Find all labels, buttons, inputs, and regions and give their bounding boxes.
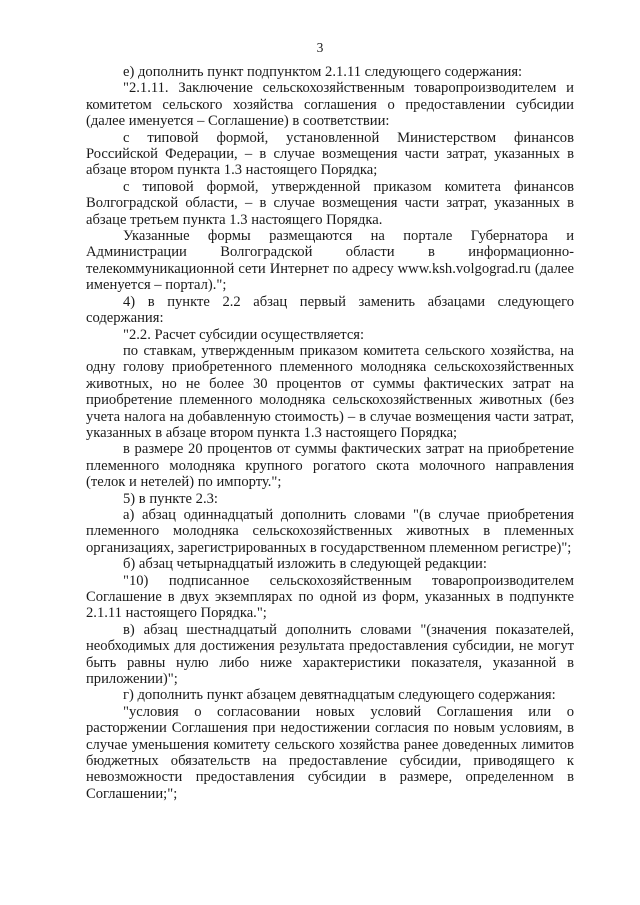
paragraph: 4) в пункте 2.2 абзац первый заменить абзацами следующего содержания: xyxy=(86,293,574,327)
paragraph: "условия о согласовании новых условий Соглашения или о расторжении Соглашения при недостижении согласия по новым условиям, в случае уменьшения комитету сельского хозяйства ранее доведенных лимитов бюджетных обязательств на предоставление субсидии, приводящего к невозможности предоставления субсидии в размере, определенном в Соглашении;"; xyxy=(86,703,574,802)
paragraph: в) абзац шестнадцатый дополнить словами "(значения показателей, необходимых для достижения результата предоставления субсидии, не могут быть равны нулю либо ниже характеристики показателя, указанной в приложении)"; xyxy=(86,621,574,688)
paragraph: "2.2. Расчет субсидии осуществляется: xyxy=(123,326,365,343)
page-number: 3 xyxy=(316,40,324,55)
paragraph: с типовой формой, установленной Министерством финансов Российской Федерации, – в случае возмещения части затрат, указанных в абзаце втором пункта 1.3 настоящего Порядка; xyxy=(86,129,574,179)
document-body xyxy=(86,64,574,802)
paragraph: по ставкам, утвержденным приказом комитета сельского хозяйства, на одну голову приобретенного племенного молодняка сельскохозяйственных животных, но не более 30 процентов от суммы фактических затрат на приобретение племенного молодняка сельскохозяйственных животных (без учета налога на добавленную стоимость) – в случае возмещения части затрат, указанных в абзаце втором пункта 1.3 настоящего Порядка; xyxy=(86,342,574,441)
paragraph: 5) в пункте 2.3: xyxy=(123,490,218,507)
paragraph: с типовой формой, утвержденной приказом комитета финансов Волгоградской области, – в случае возмещения части затрат, указанных в абзаце третьем пункта 1.3 настоящего Порядка. xyxy=(86,178,574,228)
paragraph: а) абзац одиннадцатый дополнить словами "(в случае приобретения племенного молодняка сельскохозяйственных животных в племенных организациях, зарегистрированных в государственном племенном регистре)"; xyxy=(86,506,574,556)
paragraph: "2.1.11. Заключение сельскохозяйственным товаропроизводителем и комитетом сельского хозяйства соглашения о предоставлении субсидии (далее именуется – Соглашение) в соответствии: xyxy=(86,80,574,130)
paragraph: в размере 20 процентов от суммы фактических затрат на приобретение племенного молодняка крупного рогатого скота молочного направления (телок и нетелей) по импорту."; xyxy=(86,441,574,491)
paragraph: е) дополнить пункт подпунктом 2.1.11 следующего содержания: xyxy=(123,64,523,80)
paragraph: б) абзац четырнадцатый изложить в следующей редакции: xyxy=(123,556,487,573)
paragraph: г) дополнить пункт абзацем девятнадцатым следующего содержания: xyxy=(123,687,556,704)
paragraph: Указанные формы размещаются на портале Губернатора и Администрации Волгоградской области в информационно-телекоммуникационной сети Интернет по адресу www.ksh.volgograd.ru (далее именуется – портал)."; xyxy=(86,228,574,294)
paragraph: "10) подписанное сельскохозяйственным товаропроизводителем Соглашение в двух экземплярах по одной из форм, указанных в подпункте 2.1.11 настоящего Порядка."; xyxy=(86,572,574,622)
